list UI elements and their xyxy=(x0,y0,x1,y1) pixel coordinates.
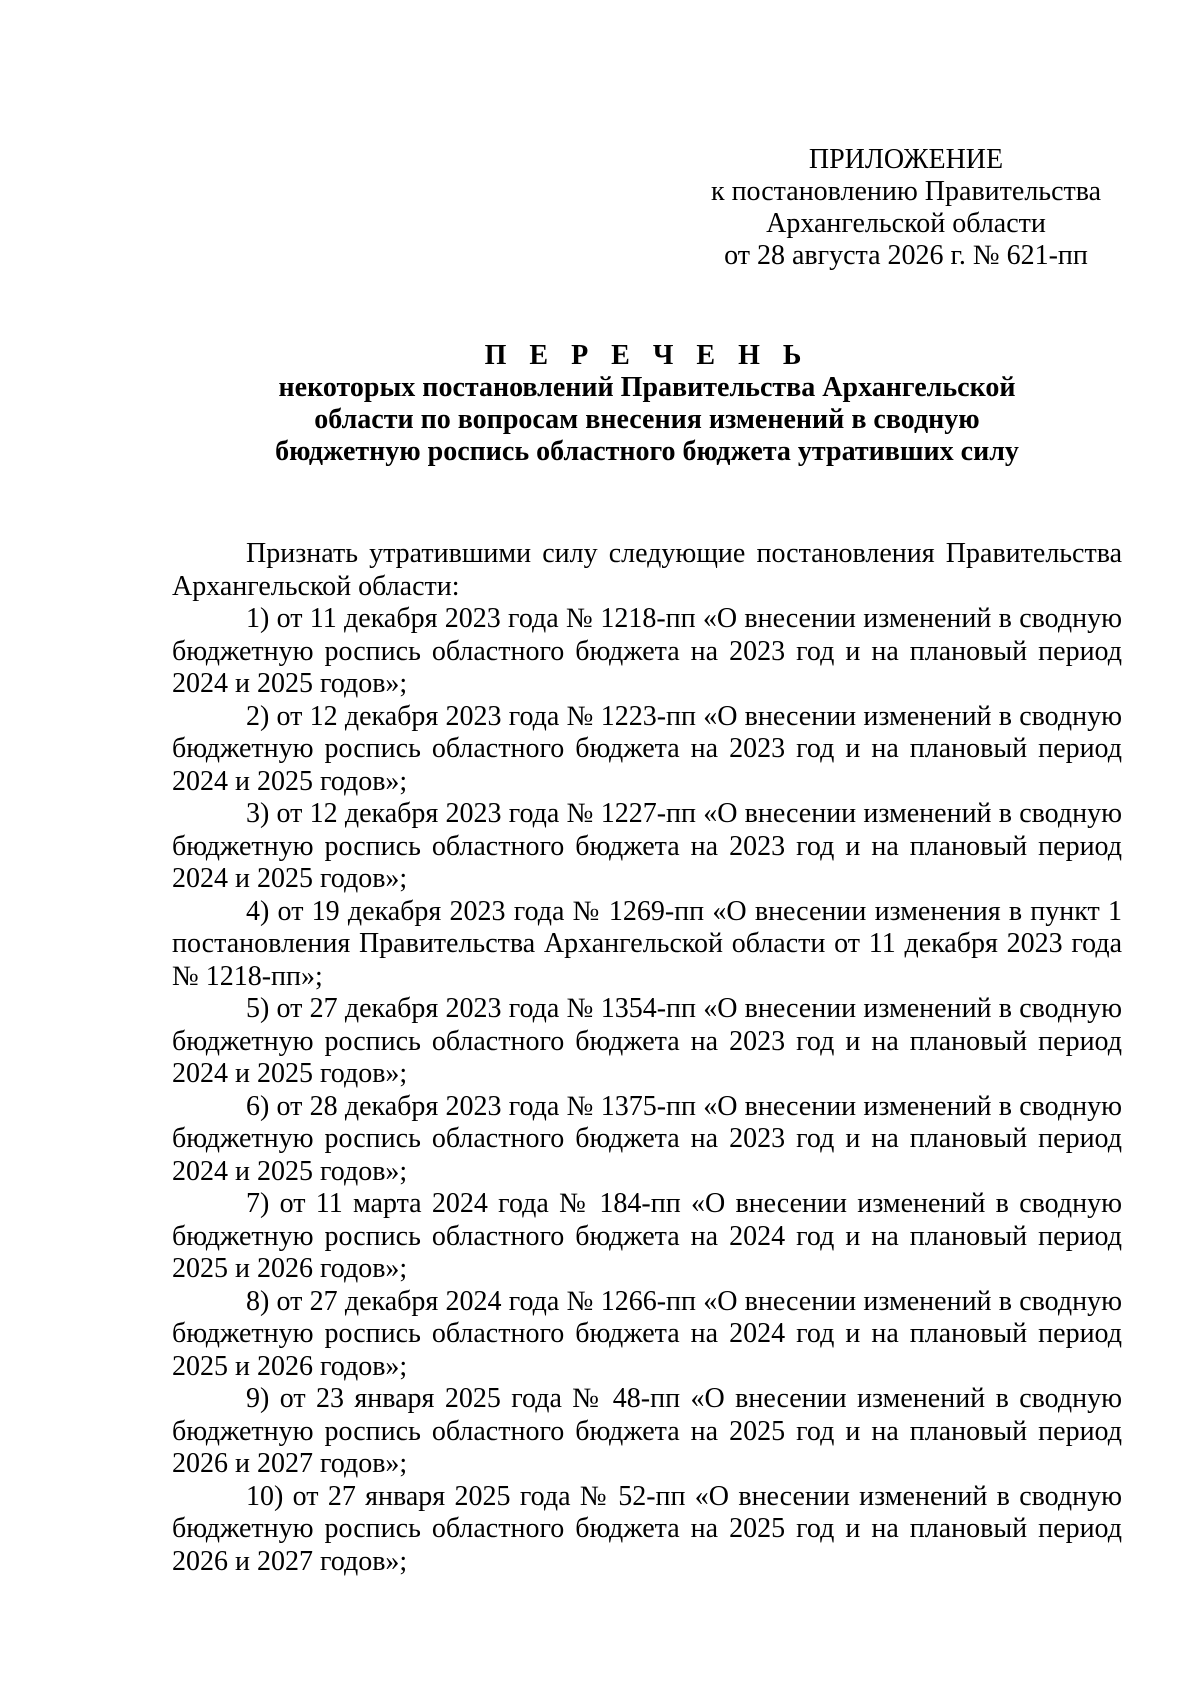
document-body xyxy=(172,538,1122,1578)
appendix-label: ПРИЛОЖЕНИЕ xyxy=(808,144,1004,175)
intro-paragraph: Признать утратившими силу следующие постановления Правительства Архангельской области: xyxy=(172,538,1122,602)
document-title xyxy=(172,340,1122,468)
appendix-header xyxy=(690,144,1122,272)
list-item: 4) от 19 декабря 2023 года № 1269-пп «О внесении изменения в пункт 1 постановления Правительства Архангельской области от 11 декабря 2023 года № 1218-пп»; xyxy=(172,895,1122,992)
list-item: 2) от 12 декабря 2023 года № 1223-пп «О внесении изменений в сводную бюджетную роспись областного бюджета на 2023 год и на плановый период 2024 и 2025 годов»; xyxy=(172,700,1122,797)
list-item: 8) от 27 декабря 2024 года № 1266-пп «О внесении изменений в сводную бюджетную роспись областного бюджета на 2024 год и на плановый период 2025 и 2026 годов»; xyxy=(172,1285,1122,1382)
list-item: 5) от 27 декабря 2023 года № 1354-пп «О внесении изменений в сводную бюджетную роспись областного бюджета на 2023 год и на плановый период 2024 и 2025 годов»; xyxy=(172,993,1122,1089)
list-item: 7) от 11 марта 2024 года № 184-пп «О внесении изменений в сводную бюджетную роспись областного бюджета на 2024 год и на плановый период 2025 и 2026 годов»; xyxy=(172,1188,1122,1284)
list-item: 10) от 27 января 2025 года № 52-пп «О внесении изменений в сводную бюджетную роспись областного бюджета на 2025 год и на плановый период 2026 и 2027 годов»; xyxy=(172,1480,1122,1577)
title-line-1: некоторых постановлений Правительства Архангельской xyxy=(278,372,1016,403)
list-item: 6) от 28 декабря 2023 года № 1375-пп «О внесении изменений в сводную бюджетную роспись областного бюджета на 2023 год и на плановый период 2024 и 2025 годов»; xyxy=(172,1090,1122,1187)
title-heading: П Е Р Е Ч Е Н Ь xyxy=(484,340,810,371)
list-item: 1) от 11 декабря 2023 года № 1218-пп «О внесении изменений в сводную бюджетную роспись областного бюджета на 2023 год и на плановый период 2024 и 2025 годов»; xyxy=(172,603,1122,699)
list-item: 3) от 12 декабря 2023 года № 1227-пп «О внесении изменений в сводную бюджетную роспись областного бюджета на 2023 год и на плановый период 2024 и 2025 годов»; xyxy=(172,798,1122,894)
title-line-2: области по вопросам внесения изменений в сводную xyxy=(314,404,980,435)
appendix-date-number: от 28 августа 2026 г. № 621-пп xyxy=(724,240,1088,271)
list-item: 9) от 23 января 2025 года № 48-пп «О внесении изменений в сводную бюджетную роспись областного бюджета на 2025 год и на плановый период 2026 и 2027 годов»; xyxy=(172,1383,1122,1479)
appendix-reference: к постановлению Правительства xyxy=(710,176,1102,207)
appendix-region: Архангельской области xyxy=(766,208,1046,239)
title-line-3: бюджетную роспись областного бюджета утративших силу xyxy=(275,436,1019,467)
